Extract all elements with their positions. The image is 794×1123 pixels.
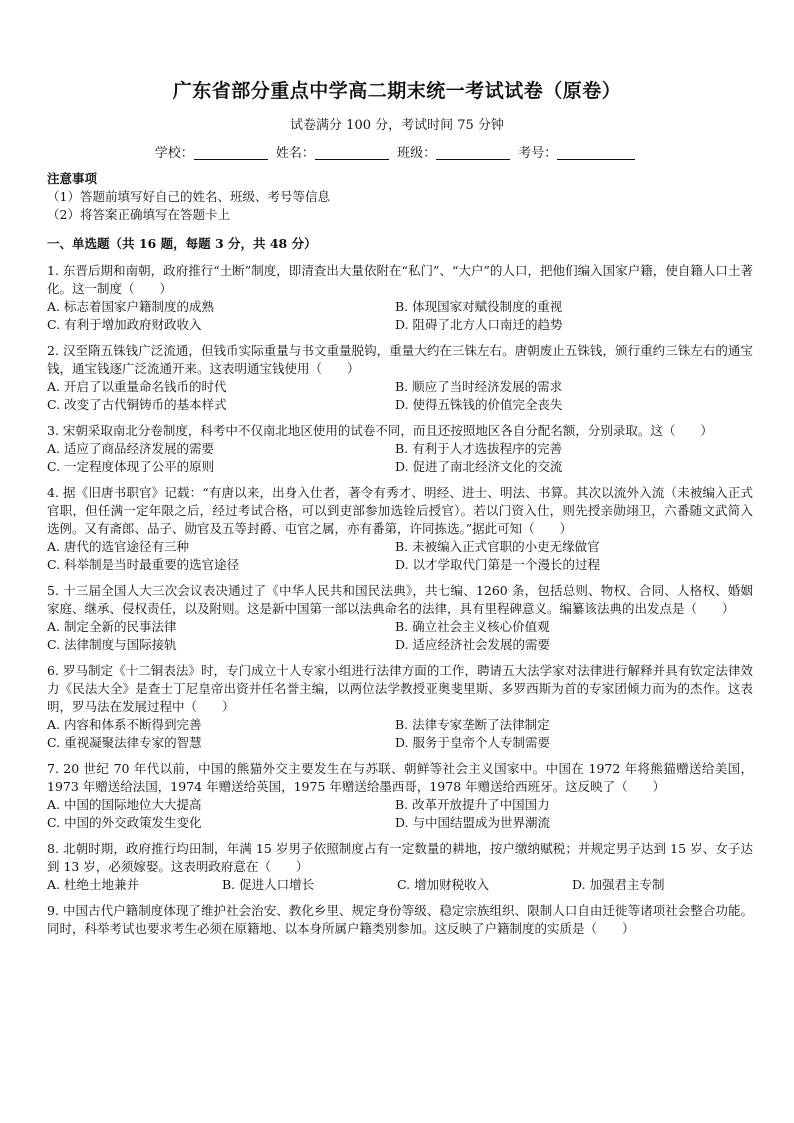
student-info-line [0,142,794,161]
option-d[interactable]: D. 服务于皇帝个人专制需要 [395,735,551,750]
option-d[interactable]: D. 适应经济社会发展的需要 [395,637,551,652]
name-label: 姓名： [275,146,315,161]
name-blank[interactable] [315,145,389,160]
option-b[interactable]: B. 有利于人才选拔程序的完善 [395,441,563,456]
question-9 [47,902,753,938]
option-c[interactable]: C. 一定程度体现了公平的原则 [47,459,215,474]
notes-block [47,170,747,224]
option-c[interactable]: C. 增加财税收入 [397,877,490,892]
page-title: 广东省部分重点中学高二期末统一考试试卷（原卷） [172,80,622,102]
option-c[interactable]: C. 有利于增加政府财政收入 [47,317,202,332]
question-stem: 3. 宋朝采取南北分卷制度，科考中不仅南北地区使用的试卷不同，而且还按照地区各自分配名额，分别录取。这（ ） [47,423,713,438]
option-d[interactable]: D. 以才学取代门第是一个漫长的过程 [395,557,601,572]
option-b[interactable]: B. 顺应了当时经济发展的需求 [395,379,563,394]
option-c[interactable]: C. 法律制度与国际接轨 [47,637,177,652]
option-a[interactable]: A. 适应了商品经济发展的需要 [47,441,214,456]
question-stem: 2. 汉至隋五铢钱广泛流通，但钱币实际重量与书文重量脱钩，重量大约在三铢左右。唐朝废止五铢钱，颁行重约三铢左右的通宝钱，通宝钱逐广泛流通开来。这表明通宝钱使用（ ） [47,343,753,376]
question-options [47,298,753,334]
class-blank[interactable] [436,145,510,160]
option-a[interactable]: A. 唐代的选官途径有三种 [47,539,189,554]
option-b[interactable]: B. 促进人口增长 [222,877,315,892]
school-blank[interactable] [194,145,268,160]
notes-item: （2）将答案正确填写在答题卡上 [47,207,230,222]
option-b[interactable]: B. 体现国家对赋役制度的重视 [395,299,563,314]
section-title: 一、单选题（共 16 题，每题 3 分，共 48 分） [47,236,317,251]
notes-heading: 注意事项 [47,171,98,186]
question-4 [47,484,753,574]
notes-item: （1）答题前填写好自己的姓名、班级、考号等信息 [47,189,330,204]
exam-number-label: 考号： [518,146,558,161]
option-d[interactable]: D. 阻碍了北方人口南迁的趋势 [395,317,563,332]
class-label: 班级： [397,146,437,161]
question-6 [47,662,753,752]
question-stem: 9. 中国古代户籍制度体现了维护社会治安、教化乡里、规定身份等级、稳定宗族组织、限制人口自由迁徙等诸项社会整合功能。同时，科举考试也要求考生必须在原籍地、以本身所属户籍类别参加。这反映了户籍制度的实质是（ ） [47,903,753,936]
question-stem: 1. 东晋后期和南朝，政府推行“土断”制度，即清查出大量依附在“私门”、“大户”的人口，把他们编入国家户籍，使自籍人口土著化。这一制度（ ） [47,263,753,296]
option-b[interactable]: B. 未被编入正式官职的小吏无缘做官 [395,539,600,554]
option-c[interactable]: C. 重视凝聚法律专家的智慧 [47,735,202,750]
option-d[interactable]: D. 加强君主专制 [572,877,665,892]
option-b[interactable]: B. 改革开放提升了中国国力 [395,797,550,812]
exam-number-blank[interactable] [557,145,635,160]
question-options [47,796,753,832]
question-options [47,618,753,654]
option-a[interactable]: A. 制定全新的民事法律 [47,619,177,634]
option-d[interactable]: D. 使得五铢钱的价值完全丧失 [395,397,563,412]
option-a[interactable]: A. 开启了以重量命名钱币的时代 [47,379,227,394]
question-options [47,538,753,574]
question-options [47,378,753,414]
option-a[interactable]: A. 标志着国家户籍制度的成熟 [47,299,214,314]
question-stem: 5. 十三届全国人大三次会议表决通过了《中华人民共和国民法典》，共七编、1260 条，包括总则、物权、合同、人格权、婚姻家庭、继承、侵权责任，以及附则。这是新中国第一部以法典命名的法律，具有里程碑意义。编纂该法典的出发点是（ ） [47,583,753,616]
question-7 [47,760,753,832]
option-c[interactable]: C. 改变了古代铜铸币的基本样式 [47,397,227,412]
option-a[interactable]: A. 内容和体系不断得到完善 [47,717,202,732]
question-5 [47,582,753,654]
option-b[interactable]: B. 法律专家垄断了法律制定 [395,717,550,732]
question-3 [47,422,753,476]
question-stem: 6. 罗马制定《十二铜表法》时，专门成立十人专家小组进行法律方面的工作，聘请五大法学家对法律进行解释并具有钦定法律效力《民法大全》是查士丁尼皇帝出资并任名誉主编，以两位法学教授亚奥斐里斯、多罗西斯为首的专家团倾力而为的杰作。这表明，罗马法在发展过程中（ ） [47,663,753,714]
school-label: 学校： [154,146,194,161]
question-stem: 4. 据《旧唐书职官》记载：“有唐以来，出身入仕者，著令有秀才、明经、进士、明法、书算。其次以流外入流（未被编入正式官职，但任满一定年限之后，经过考试合格，可以到吏部参加选铨后授官）。若以门资入仕，则先授亲勋翊卫，六番随文武简入选例。又有斋郎、品子、勋官及五等封爵、屯官之属，亦有番第，许同拣选。”据此可知（ ） [47,485,753,536]
question-options [47,876,753,894]
option-a[interactable]: A. 中国的国际地位大大提高 [47,797,202,812]
option-c[interactable]: C. 科举制是当时最重要的选官途径 [47,557,240,572]
question-8 [47,840,753,894]
question-stem: 7. 20 世纪 70 年代以前，中国的熊猫外交主要发生在与苏联、朝鲜等社会主义国家中。中国在 1972 年将熊猫赠送给美国，1973 年赠送给法国，1974 年赠送给英国，1975 年赠送给墨西哥，1978 年赠送给西班牙。这反映了（ ） [47,761,753,794]
question-1 [47,262,753,334]
exam-subtitle: 试卷满分 100 分，考试时间 75 分钟 [290,118,504,133]
question-2 [47,342,753,414]
question-list [47,262,753,946]
option-d[interactable]: D. 促进了南北经济文化的交流 [395,459,563,474]
option-b[interactable]: B. 确立社会主义核心价值观 [395,619,550,634]
option-c[interactable]: C. 中国的外交政策发生变化 [47,815,202,830]
question-options [47,716,753,752]
option-a[interactable]: A. 杜绝土地兼并 [47,877,139,892]
question-stem: 8. 北朝时期，政府推行均田制，年满 15 岁男子依照制度占有一定数量的耕地，按户缴纳赋税；并规定男子达到 15 岁、女子达到 13 岁，必须嫁娶。这表明政府意在（ ） [47,841,753,874]
option-d[interactable]: D. 与中国结盟成为世界潮流 [395,815,551,830]
question-options [47,440,753,476]
